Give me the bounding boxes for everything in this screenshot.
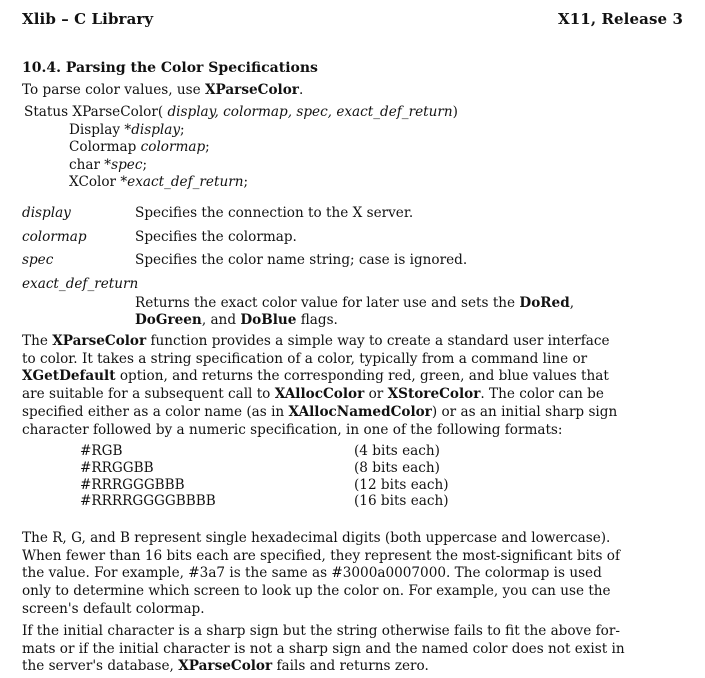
function-declaration [24,104,458,192]
hex-digits-paragraph: The R, G, and B represent single hexadecimal digits (both uppercase and lowercase). When fewer than 16 bits each are specified, they represent the most-significant bits of the value. For example, #3a7 is the same as #3000a0007000. The colormap is used only to determine which screen to look up the color on. For example, you can use the screen's default colormap. [22,530,620,617]
section-title: 10.4. Parsing the Color Specifications [22,60,318,76]
format-code: #RGB [80,443,123,459]
parameter-description: Returns the exact color value for later use and sets the DoRed, DoGreen, and DoBlue flags. [135,294,575,328]
parameter-description: Specifies the connection to the X server. [135,205,414,221]
parameter-row [22,229,574,253]
format-code: #RRRGGGBBB [80,476,185,493]
running-header-right: X11, Release 3 [558,10,683,28]
parameter-row [22,252,574,276]
intro-sentence: To parse color values, use XParseColor. [22,82,304,98]
format-bits: (8 bits each) [354,459,440,476]
parameter-row [22,276,574,295]
parameter-description: Specifies the color name string; case is ignored. [135,252,468,268]
format-code: #RRRRGGGGBBBB [80,493,216,510]
failure-paragraph: If the initial character is a sharp sign but the string otherwise fails to fit the above for- mats or if the initial character is not a sharp sign and the named color does not exist in the server's database, XParseColor fails and returns zero. [22,623,625,675]
parameter-name: spec [22,252,54,268]
parameter-name: exact_def_return [22,275,139,292]
declaration-arg-line: Colormap colormap; [69,139,210,155]
function-name: XParseColor [204,82,299,98]
declaration-arg-line: Display *display; [69,121,185,138]
format-code: #RRGGBB [80,459,154,476]
format-bits: (4 bits each) [354,443,440,459]
description-paragraph: The XParseColor function provides a simple way to create a standard user interface to color. It takes a string specification of a color, typically from a command line or XGetDefault option, and returns the corresponding red, green, and blue values that are suitable for a subsequent call to XAllocColor or XStoreColor. The color can be specified either as a color name (as in XAllocNamedColor) or as an initial sharp sign character followed by a numeric specification, in one of the following formats: [22,333,618,438]
declaration-signature: Status XParseColor( display, colormap, spec, exact_def_return) [24,104,458,120]
parameter-list [22,205,574,330]
declaration-arg-line: XColor *exact_def_return; [69,174,249,190]
running-header-left: Xlib – C Library [22,10,154,28]
parameter-name: display [22,205,71,221]
parameter-row [22,205,574,229]
parameter-description: Specifies the colormap. [135,228,297,245]
format-bits: (12 bits each) [354,476,449,493]
format-bits: (16 bits each) [354,493,449,510]
declaration-arg-line: char *spec; [69,156,148,173]
parameter-name: colormap [22,228,87,245]
